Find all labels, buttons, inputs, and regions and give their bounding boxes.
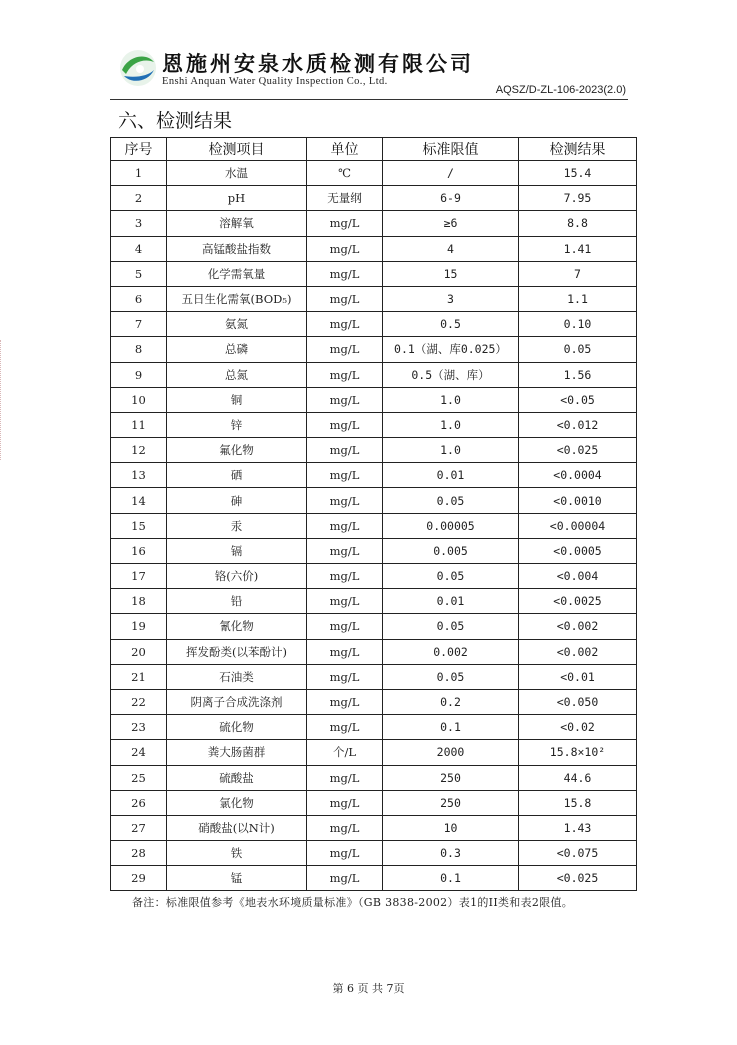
cell-limit: 0.002: [383, 639, 519, 664]
cell-no: 6: [111, 286, 167, 311]
table-row: [111, 463, 637, 488]
table-row: [111, 790, 637, 815]
cell-result: <0.002: [519, 639, 637, 664]
cell-result: <0.025: [519, 438, 637, 463]
cell-item: 硒: [167, 463, 307, 488]
cell-result: 15.8: [519, 790, 637, 815]
page-number: 第 6 页 共 7页: [332, 982, 405, 995]
table-row: [111, 715, 637, 740]
cell-unit: mg/L: [307, 765, 383, 790]
cell-result: <0.012: [519, 412, 637, 437]
cell-item: 阴离子合成洗涤剂: [167, 689, 307, 714]
cell-item: 化学需氧量: [167, 261, 307, 286]
cell-unit: mg/L: [307, 614, 383, 639]
cell-limit: 10: [383, 815, 519, 840]
cell-result: <0.05: [519, 387, 637, 412]
cell-item: 粪大肠菌群: [167, 740, 307, 765]
cell-unit: mg/L: [307, 412, 383, 437]
cell-limit: 15: [383, 261, 519, 286]
table-row: [111, 337, 637, 362]
cell-result: <0.0010: [519, 488, 637, 513]
cell-item: 氯化物: [167, 790, 307, 815]
cell-result: <0.02: [519, 715, 637, 740]
cell-item: 硫酸盐: [167, 765, 307, 790]
footnote: 备注：标准限值参考《地表水环境质量标准》（GB 3838-2002）表1的II类和表2限值。: [132, 896, 574, 909]
cell-unit: mg/L: [307, 689, 383, 714]
cell-unit: mg/L: [307, 438, 383, 463]
cell-no: 10: [111, 387, 167, 412]
cell-no: 24: [111, 740, 167, 765]
cell-unit: mg/L: [307, 664, 383, 689]
header-divider: [110, 99, 628, 100]
cell-no: 26: [111, 790, 167, 815]
cell-limit: 0.3: [383, 841, 519, 866]
document-header: [110, 44, 630, 100]
cell-limit: 0.1（湖、库0.025）: [383, 337, 519, 362]
cell-limit: 250: [383, 765, 519, 790]
company-name-en: Enshi Anquan Water Quality Inspection Co., Ltd.: [162, 76, 388, 87]
cell-limit: 250: [383, 790, 519, 815]
cell-no: 13: [111, 463, 167, 488]
cell-limit: 1.0: [383, 387, 519, 412]
table-row: [111, 866, 637, 891]
cell-limit: 0.005: [383, 538, 519, 563]
cell-item: 水温: [167, 161, 307, 186]
table-row: [111, 614, 637, 639]
cell-limit: 0.01: [383, 589, 519, 614]
cell-item: pH: [167, 186, 307, 211]
cell-item: 铜: [167, 387, 307, 412]
cell-result: <0.01: [519, 664, 637, 689]
cell-item: 总氮: [167, 362, 307, 387]
table-row: [111, 765, 637, 790]
cell-unit: mg/L: [307, 841, 383, 866]
cell-no: 29: [111, 866, 167, 891]
table-row: [111, 689, 637, 714]
cell-item: 镉: [167, 538, 307, 563]
cell-unit: 个/L: [307, 740, 383, 765]
section-title: 六、检测结果: [118, 110, 233, 132]
cell-limit: 0.5（湖、库）: [383, 362, 519, 387]
cell-result: <0.075: [519, 841, 637, 866]
cell-unit: mg/L: [307, 589, 383, 614]
table-row: [111, 513, 637, 538]
cell-result: <0.00004: [519, 513, 637, 538]
cell-limit: 0.05: [383, 488, 519, 513]
cell-item: 石油类: [167, 664, 307, 689]
cell-result: 0.05: [519, 337, 637, 362]
cell-result: <0.002: [519, 614, 637, 639]
cell-result: 1.41: [519, 236, 637, 261]
table-row: [111, 286, 637, 311]
cell-no: 22: [111, 689, 167, 714]
cell-result: 1.43: [519, 815, 637, 840]
cell-result: <0.0005: [519, 538, 637, 563]
cell-result: <0.050: [519, 689, 637, 714]
cell-item: 溶解氧: [167, 211, 307, 236]
table-row: [111, 161, 637, 186]
table-row: [111, 664, 637, 689]
cell-limit: 0.05: [383, 614, 519, 639]
header-cell-unit: 单位: [307, 138, 383, 161]
cell-unit: mg/L: [307, 387, 383, 412]
cell-no: 3: [111, 211, 167, 236]
cell-result: <0.004: [519, 564, 637, 589]
cell-no: 18: [111, 589, 167, 614]
document-code: AQSZ/D-ZL-106-2023(2.0): [495, 84, 626, 96]
cell-no: 15: [111, 513, 167, 538]
cell-no: 27: [111, 815, 167, 840]
header-cell-item: 检测项目: [167, 138, 307, 161]
cell-result: 1.1: [519, 286, 637, 311]
table-row: [111, 438, 637, 463]
cell-no: 9: [111, 362, 167, 387]
cell-limit: 0.01: [383, 463, 519, 488]
scan-edge-mark: [0, 340, 4, 460]
cell-limit: 4: [383, 236, 519, 261]
cell-result: 15.4: [519, 161, 637, 186]
cell-no: 17: [111, 564, 167, 589]
cell-unit: mg/L: [307, 362, 383, 387]
cell-item: 铁: [167, 841, 307, 866]
cell-limit: 0.5: [383, 312, 519, 337]
header-cell-result: 检测结果: [519, 138, 637, 161]
cell-no: 14: [111, 488, 167, 513]
table-row: [111, 740, 637, 765]
table-row: [111, 564, 637, 589]
cell-no: 11: [111, 412, 167, 437]
cell-item: 氟化物: [167, 438, 307, 463]
table-row: [111, 186, 637, 211]
cell-unit: mg/L: [307, 488, 383, 513]
cell-item: 锌: [167, 412, 307, 437]
cell-item: 氰化物: [167, 614, 307, 639]
cell-no: 19: [111, 614, 167, 639]
cell-limit: 1.0: [383, 438, 519, 463]
cell-limit: 0.2: [383, 689, 519, 714]
cell-unit: mg/L: [307, 639, 383, 664]
cell-no: 1: [111, 161, 167, 186]
cell-limit: 0.05: [383, 664, 519, 689]
cell-limit: 0.1: [383, 715, 519, 740]
cell-result: <0.0004: [519, 463, 637, 488]
header-cell-no: 序号: [111, 138, 167, 161]
cell-result: 7: [519, 261, 637, 286]
table-row: [111, 488, 637, 513]
cell-no: 28: [111, 841, 167, 866]
cell-limit: ≥6: [383, 211, 519, 236]
cell-result: 8.8: [519, 211, 637, 236]
cell-result: <0.025: [519, 866, 637, 891]
cell-item: 高锰酸盐指数: [167, 236, 307, 261]
cell-result: 0.10: [519, 312, 637, 337]
cell-result: 15.8×10²: [519, 740, 637, 765]
cell-unit: mg/L: [307, 564, 383, 589]
table-row: [111, 362, 637, 387]
company-logo-icon: [118, 48, 158, 88]
cell-item: 总磷: [167, 337, 307, 362]
table-row: [111, 538, 637, 563]
header-cell-limit: 标准限值: [383, 138, 519, 161]
table-row: [111, 841, 637, 866]
table-row: [111, 261, 637, 286]
cell-unit: mg/L: [307, 286, 383, 311]
cell-item: 硫化物: [167, 715, 307, 740]
cell-no: 7: [111, 312, 167, 337]
results-table: [110, 137, 637, 891]
cell-limit: 0.00005: [383, 513, 519, 538]
cell-item: 铅: [167, 589, 307, 614]
table-row: [111, 312, 637, 337]
cell-limit: 0.1: [383, 866, 519, 891]
cell-no: 8: [111, 337, 167, 362]
cell-item: 五日生化需氧(BOD₅): [167, 286, 307, 311]
cell-unit: mg/L: [307, 715, 383, 740]
cell-item: 铬(六价): [167, 564, 307, 589]
cell-unit: mg/L: [307, 261, 383, 286]
cell-no: 4: [111, 236, 167, 261]
cell-limit: 0.05: [383, 564, 519, 589]
table-row: [111, 236, 637, 261]
cell-unit: mg/L: [307, 538, 383, 563]
cell-limit: /: [383, 161, 519, 186]
cell-no: 2: [111, 186, 167, 211]
cell-item: 砷: [167, 488, 307, 513]
cell-result: 7.95: [519, 186, 637, 211]
cell-no: 5: [111, 261, 167, 286]
cell-limit: 2000: [383, 740, 519, 765]
table-row: [111, 639, 637, 664]
cell-result: 44.6: [519, 765, 637, 790]
cell-unit: mg/L: [307, 337, 383, 362]
cell-limit: 3: [383, 286, 519, 311]
cell-no: 12: [111, 438, 167, 463]
cell-result: 1.56: [519, 362, 637, 387]
table-row: [111, 387, 637, 412]
table-row: [111, 211, 637, 236]
cell-item: 汞: [167, 513, 307, 538]
cell-no: 25: [111, 765, 167, 790]
cell-no: 23: [111, 715, 167, 740]
table-row: [111, 589, 637, 614]
table-header-row: [111, 138, 637, 161]
cell-item: 锰: [167, 866, 307, 891]
cell-no: 16: [111, 538, 167, 563]
table-row: [111, 815, 637, 840]
cell-no: 21: [111, 664, 167, 689]
cell-no: 20: [111, 639, 167, 664]
cell-unit: mg/L: [307, 790, 383, 815]
cell-unit: mg/L: [307, 513, 383, 538]
cell-unit: mg/L: [307, 866, 383, 891]
cell-item: 氨氮: [167, 312, 307, 337]
cell-unit: 无量纲: [307, 186, 383, 211]
cell-item: 挥发酚类(以苯酚计): [167, 639, 307, 664]
cell-item: 硝酸盐(以N计): [167, 815, 307, 840]
cell-unit: mg/L: [307, 211, 383, 236]
cell-result: <0.0025: [519, 589, 637, 614]
cell-limit: 1.0: [383, 412, 519, 437]
results-table-body: [111, 161, 637, 891]
company-name-cn: 恩施州安泉水质检测有限公司: [162, 51, 474, 76]
table-row: [111, 412, 637, 437]
cell-unit: mg/L: [307, 463, 383, 488]
cell-limit: 6-9: [383, 186, 519, 211]
cell-unit: mg/L: [307, 815, 383, 840]
cell-unit: ℃: [307, 161, 383, 186]
cell-unit: mg/L: [307, 236, 383, 261]
cell-unit: mg/L: [307, 312, 383, 337]
